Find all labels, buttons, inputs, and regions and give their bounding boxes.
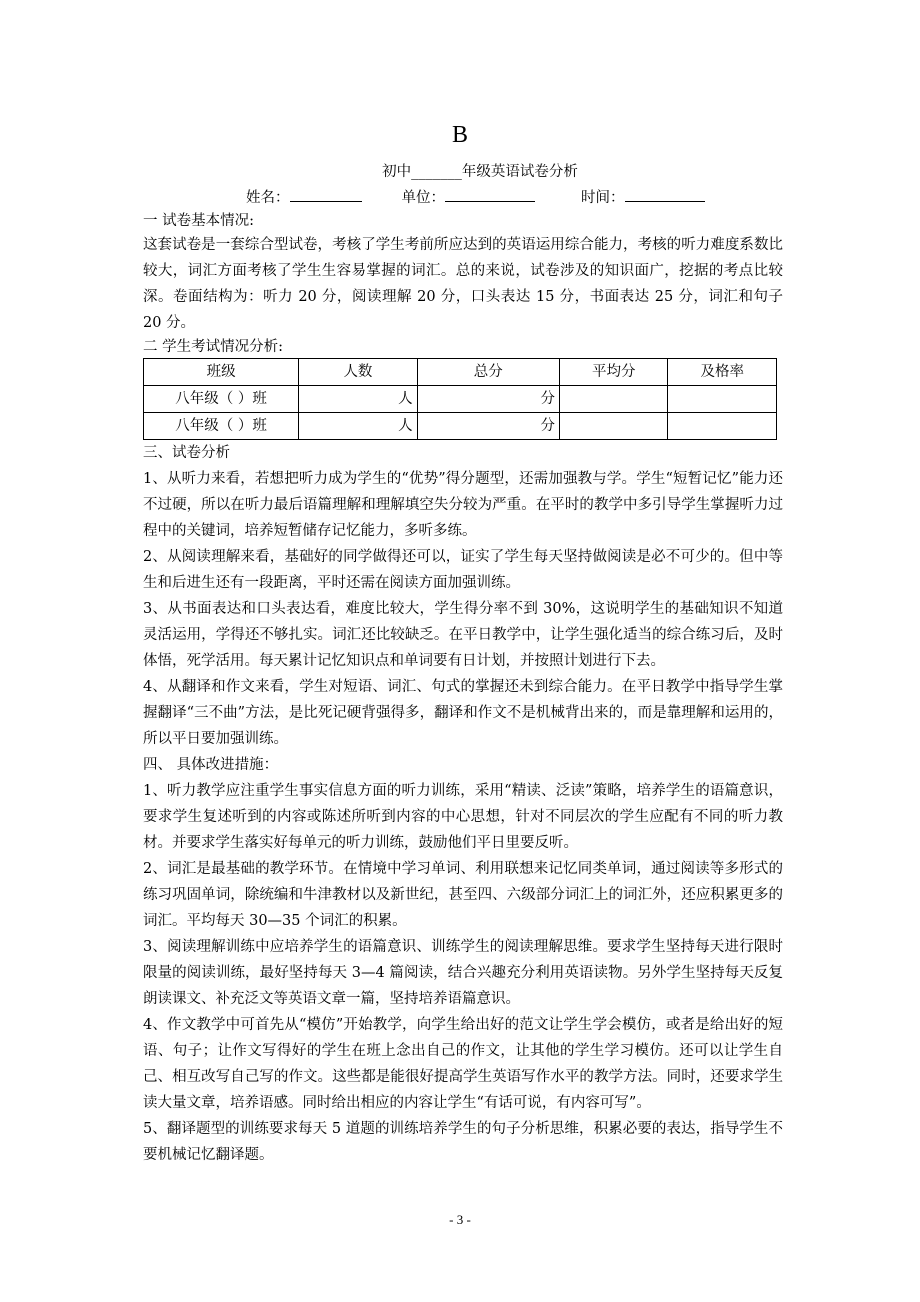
table-cell-total: 分 [417, 413, 559, 440]
table-header: 及格率 [668, 359, 777, 386]
unit-label: 单位： [401, 190, 445, 206]
section-heading-improvement: 四、 具体改进措施： [143, 757, 279, 773]
section-heading-basic-info: 一 试卷基本情况: [143, 213, 254, 229]
time-blank [625, 186, 705, 202]
paragraph-translation: 4、从翻译和作文来看，学生对短语、词汇、句式的掌握还未到综合能力。在平日教学中指导学生掌握翻译“三不曲”方法，是比死记硬背强得多，翻译和作文不是机械背出来的，而是靠理解和运用的，所以平日要加强训练。 [143, 679, 783, 747]
version-letter: B [451, 122, 468, 148]
unit-blank [445, 186, 535, 202]
table-cell-average [559, 413, 668, 440]
name-label: 姓名： [246, 190, 290, 206]
table-header: 平均分 [559, 359, 668, 386]
table-cell-count: 人 [299, 386, 417, 413]
table-cell-pass-rate [668, 413, 777, 440]
paragraph-improve-translation: 5、翻译题型的训练要求每天 5 道题的训练培养学生的句子分析思维，积累必要的表达，指导学生不要机械记忆翻译题。 [143, 1121, 783, 1163]
name-blank [290, 186, 362, 202]
info-line [246, 186, 705, 208]
table-header-row [144, 359, 777, 386]
page-title: 初中_______年级英语试卷分析 [382, 164, 578, 180]
table-cell-count: 人 [299, 413, 417, 440]
table-header: 人数 [299, 359, 417, 386]
document-body [143, 210, 783, 1168]
table-cell-class: 八年级（ ）班 [144, 386, 299, 413]
paragraph-improve-vocabulary: 2、词汇是最基础的教学环节。在情境中学习单词、利用联想来记忆同类单词，通过阅读等多形式的练习巩固单词，除统编和牛津教材以及新世纪，甚至四、六级部分词汇上的词汇外，还应积累更多的词汇。平均每天 30—35 个词汇的积累。 [143, 861, 783, 929]
page-number: - 3 - [449, 1212, 471, 1227]
paragraph-reading: 2、从阅读理解来看，基础好的同学做得还可以，证实了学生每天坚持做阅读是必不可少的。但中等生和后进生还有一段距离，平时还需在阅读方面加强训练。 [143, 549, 783, 591]
paragraph-basic-info: 这套试卷是一套综合型试卷，考核了学生考前所应达到的英语运用综合能力，考核的听力难度系数比较大，词汇方面考核了学生生容易掌握的词汇。总的来说，试卷涉及的知识面广，挖据的考点比较深。卷面结构为：听力 20 分，阅读理解 20 分，口头表达 15 分，书面表达 25 分，词汇和句子 20 分。 [143, 237, 783, 331]
table-cell-total: 分 [417, 386, 559, 413]
paragraph-listening: 1、从听力来看，若想把听力成为学生的“优势”得分题型，还需加强教与学。学生“短暂记忆”能力还不过硬，所以在听力最后语篇理解和理解填空失分较为严重。在平时的教学中多引导学生掌握听力过程中的关键词，培养短暂储存记忆能力，多听多练。 [143, 471, 783, 539]
table-header: 班级 [144, 359, 299, 386]
paragraph-writing: 3、从书面表达和口头表达看，难度比较大，学生得分率不到 30%，这说明学生的基础知识不知道灵活运用，学得还不够扎实。词汇还比较缺乏。在平日教学中，让学生强化适当的综合练习后，及时体悟，死学活用。每天累计记忆知识点和单词要有日计划，并按照计划进行下去。 [143, 601, 783, 669]
paragraph-improve-reading: 3、阅读理解训练中应培养学生的语篇意识、训练学生的阅读理解思维。要求学生坚持每天进行限时限量的阅读训练，最好坚持每天 3—4 篇阅读，结合兴趣充分利用英语读物。另外学生坚持每天反复朗读课文、补充泛文等英语文章一篇，坚持培养语篇意识。 [143, 939, 783, 1007]
table-cell-class: 八年级（ ）班 [144, 413, 299, 440]
table-cell-average [559, 386, 668, 413]
paragraph-improve-listening: 1、听力教学应注重学生事实信息方面的听力训练，采用“精读、泛读”策略，培养学生的语篇意识，要求学生复述听到的内容或陈述所听到内容的中心思想，针对不同层次的学生应配有不同的听力教材。并要求学生落实好每单元的听力训练，鼓励他们平日里要反听。 [143, 783, 783, 851]
score-table [143, 358, 777, 440]
paragraph-improve-writing: 4、作文教学中可首先从“模仿”开始教学，向学生给出好的范文让学生学会模仿，或者是给出好的短语、句子；让作文写得好的学生在班上念出自己的作文，让其他的学生学习模仿。还可以让学生自己、相互改写自己写的作文。这些都是能很好提高学生英语写作水平的教学方法。同时，还要求学生读大量文章，培养语感。同时给出相应的内容让学生“有话可说，有内容可写”。 [143, 1017, 783, 1111]
table-row [144, 413, 777, 440]
table-cell-pass-rate [668, 386, 777, 413]
section-heading-student-analysis: 二 学生考试情况分析: [143, 339, 283, 355]
table-header: 总分 [417, 359, 559, 386]
section-heading-paper-analysis: 三、试卷分析 [143, 445, 230, 461]
time-label: 时间： [581, 190, 625, 206]
table-row [144, 386, 777, 413]
